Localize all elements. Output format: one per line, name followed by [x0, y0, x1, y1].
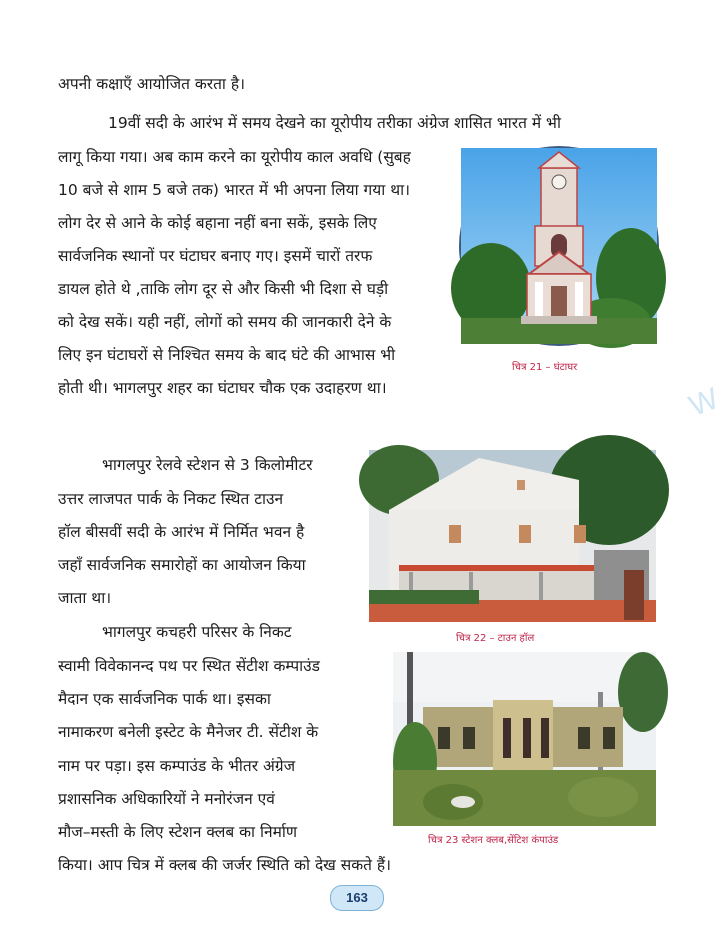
text-line: जाता था।	[58, 589, 112, 607]
text-line: हॉल बीसवीं सदी के आरंभ में निर्मित भवन है	[58, 523, 305, 541]
town-hall-photo	[369, 450, 656, 622]
text-line: भागलपुर रेलवे स्टेशन से 3 किलोमीटर	[102, 456, 313, 474]
clock-tower-photo	[459, 146, 659, 346]
text-line: लोग देर से आने के कोई बहाना नहीं बना सकें, इसके लिए	[58, 214, 377, 232]
text-line: लागू किया गया। अब काम करने का यूरोपीय काल अवधि (सुबह	[58, 148, 411, 166]
text-line: अपनी कक्षाएँ आयोजित करता है।	[58, 75, 245, 93]
text-line: उत्तर लाजपत पार्क के निकट स्थित टाउन	[58, 490, 284, 508]
text-line: डायल होते थे ,ताकि लोग दूर से और किसी भी दिशा से घड़ी	[58, 280, 389, 298]
text-line: को देख सकें। यही नहीं, लोगों को समय की जानकारी देने के	[58, 313, 392, 331]
text-line: प्रशासनिक अधिकारियों ने मनोरंजन एवं	[58, 790, 275, 808]
text-line: मैदान एक सार्वजनिक पार्क था। इसका	[58, 690, 271, 708]
text-line: होती थी। भागलपुर शहर का घंटाघर चौक एक उदाहरण था।	[58, 379, 387, 397]
figure-23-caption: चित्र 23 स्टेशन क्लब,सेंटिश कंपाउंड	[428, 835, 559, 846]
figure-21-caption: चित्र 21 – घंटाघर	[512, 362, 578, 373]
text-line: नाम पर पड़ा। इस कम्पाउंड के भीतर अंग्रेज	[58, 757, 296, 775]
text-line: नामाकरण बनेली इस्टेट के मैनेजर टी. सेंटीश के	[58, 723, 319, 741]
page-number: 163	[330, 885, 384, 911]
watermark: W	[684, 381, 723, 424]
text-line: स्वामी विवेकानन्द पथ पर स्थित सेंटीश कम्पाउंड	[58, 657, 320, 675]
text-line: लिए इन घंटाघरों से निश्चित समय के बाद घंटे की आभास भी	[58, 346, 396, 364]
text-line: मौज–मस्ती के लिए स्टेशन क्लब का निर्माण	[58, 823, 298, 841]
text-line: जहाँ सार्वजनिक समारोहों का आयोजन किया	[58, 556, 306, 574]
text-line: 10 बजे से शाम 5 बजे तक) भारत में भी अपना लिया गया था।	[58, 181, 411, 199]
text-line: 19वीं सदी के आरंभ में समय देखने का यूरोपीय तरीका अंग्रेज शासित भारत में भी	[108, 114, 561, 132]
station-club-photo	[393, 652, 656, 826]
text-line: सार्वजनिक स्थानों पर घंटाघर बनाए गए। इसमें चारों तरफ	[58, 247, 373, 265]
text-line: किया। आप चित्र में क्लब की जर्जर स्थिति को देख सकते हैं।	[58, 856, 392, 874]
text-line: भागलपुर कचहरी परिसर के निकट	[102, 623, 292, 641]
figure-22-caption: चित्र 22 – टाउन हॉल	[456, 633, 535, 644]
